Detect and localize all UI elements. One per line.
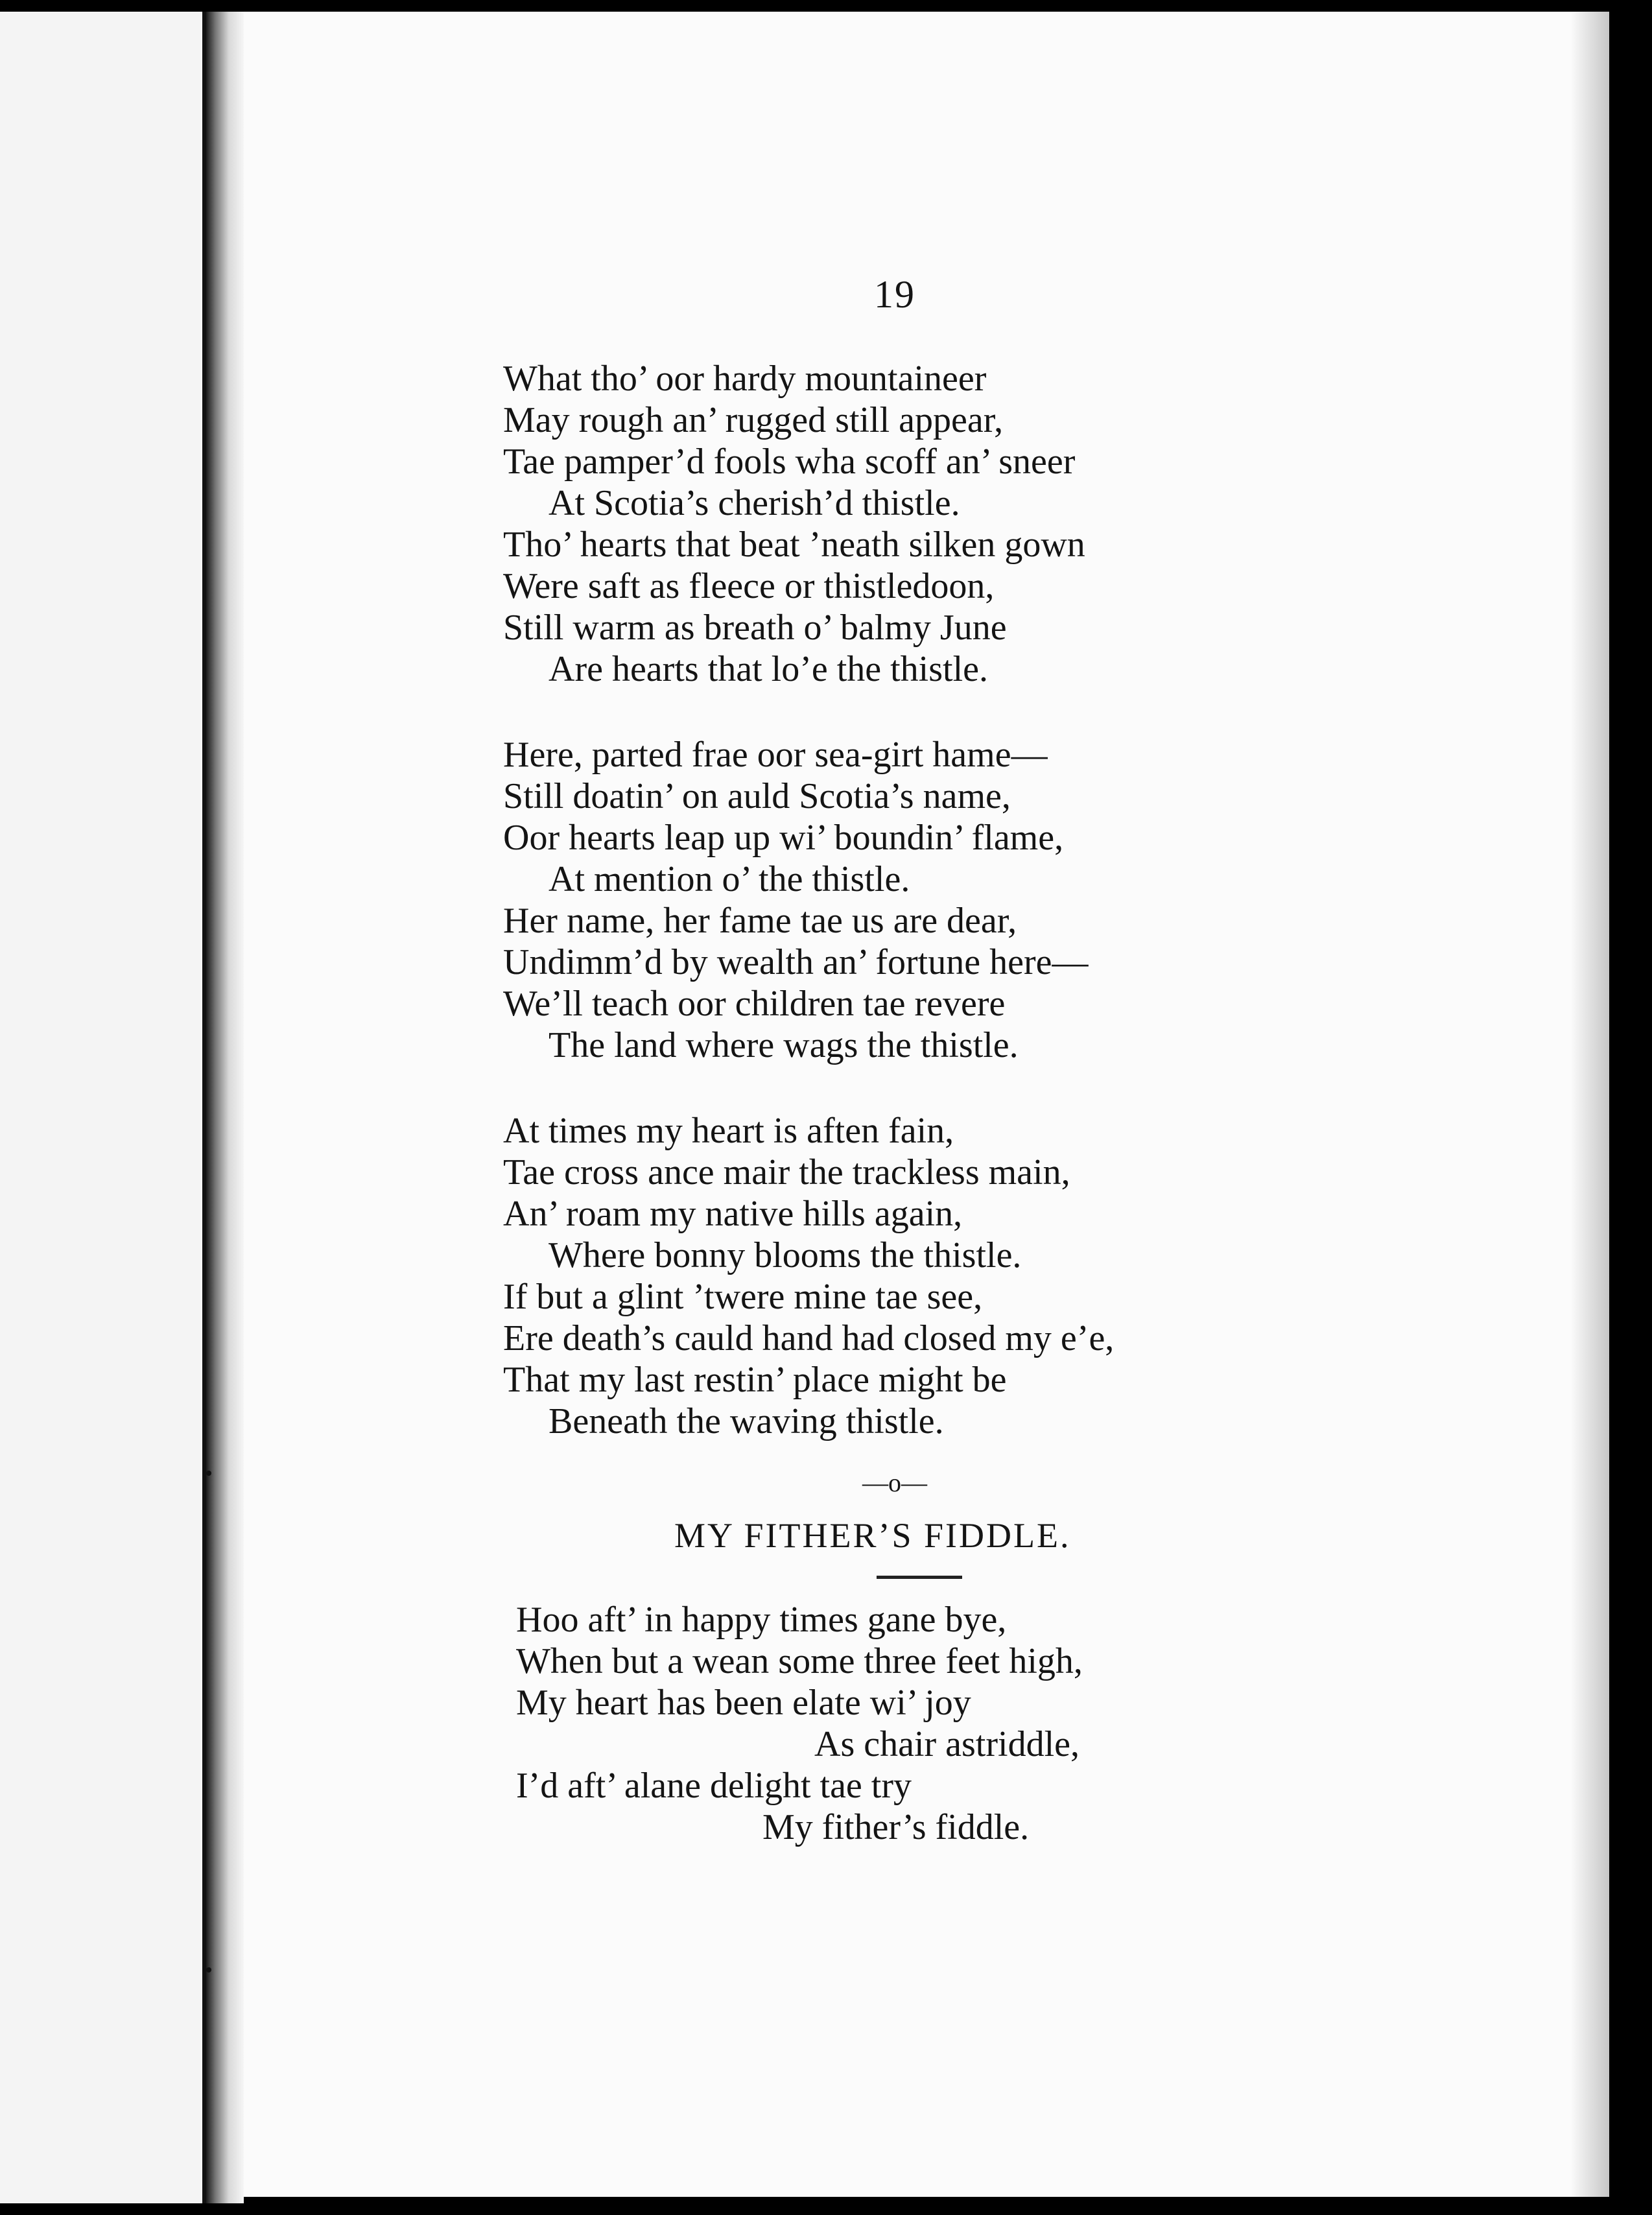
- scan-speck: [206, 1471, 211, 1476]
- verse-line: Where bonny blooms the thistle.: [549, 1235, 1022, 1275]
- verse-line: As chair astriddle,: [814, 1724, 1080, 1764]
- verse-line: May rough an’ rugged still appear,: [503, 400, 1004, 440]
- verse-line: If but a glint ’twere mine tae see,: [503, 1277, 983, 1317]
- verse-line: My heart has been elate wi’ joy: [516, 1683, 971, 1723]
- verse-line: Tae pamper’d fools wha scoff an’ sneer: [503, 442, 1076, 482]
- verse-line: An’ roam my native hills again,: [503, 1194, 963, 1234]
- book-gutter: [206, 12, 244, 2203]
- verse-line: The land where wags the thistle.: [549, 1025, 1019, 1065]
- verse-line: At mention o’ the thistle.: [549, 859, 910, 899]
- poem-title: MY FITHER’S FIDDLE.: [674, 1516, 1071, 1555]
- verse-line: Her name, her fame tae us are dear,: [503, 901, 1017, 941]
- book-page: [244, 12, 1609, 2197]
- verse-line: Beneath the waving thistle.: [549, 1401, 944, 1441]
- verse-line: Still warm as breath o’ balmy June: [503, 608, 1007, 648]
- section-separator: —o—: [862, 1468, 927, 1497]
- verse-line: At Scotia’s cherish’d thistle.: [549, 483, 960, 523]
- verse-line: We’ll teach oor children tae revere: [503, 984, 1006, 1024]
- verse-line: What tho’ oor hardy mountaineer: [503, 359, 987, 399]
- facing-page-edge: [0, 12, 206, 2203]
- verse-line: At times my heart is aften fain,: [503, 1111, 954, 1151]
- verse-line: Hoo aft’ in happy times gane bye,: [516, 1600, 1007, 1640]
- verse-line: Tho’ hearts that beat ’neath silken gown: [503, 525, 1085, 565]
- verse-line: I’d aft’ alane delight tae try: [516, 1766, 912, 1806]
- verse-line: Still doatin’ on auld Scotia’s name,: [503, 776, 1011, 816]
- page-number: 19: [874, 273, 915, 316]
- verse-line: Undimm’d by wealth an’ fortune here—: [503, 942, 1089, 982]
- verse-line: Tae cross ance mair the trackless main,: [503, 1152, 1070, 1192]
- page-edge-shadow: [1570, 12, 1609, 2197]
- verse-line: Here, parted frae oor sea-girt hame—: [503, 735, 1048, 775]
- verse-line: Oor hearts leap up wi’ boundin’ flame,: [503, 818, 1064, 858]
- verse-line: Ere death’s cauld hand had closed my e’e,: [503, 1318, 1115, 1358]
- verse-line: My fither’s fiddle.: [762, 1807, 1030, 1847]
- verse-line: When but a wean some three feet high,: [516, 1641, 1083, 1681]
- scan-speck: [206, 1967, 211, 1972]
- verse-line: That my last restin’ place might be: [503, 1360, 1007, 1400]
- title-rule: [877, 1576, 962, 1579]
- verse-line: Are hearts that lo’e the thistle.: [549, 649, 988, 689]
- verse-line: Were saft as fleece or thistledoon,: [503, 566, 995, 606]
